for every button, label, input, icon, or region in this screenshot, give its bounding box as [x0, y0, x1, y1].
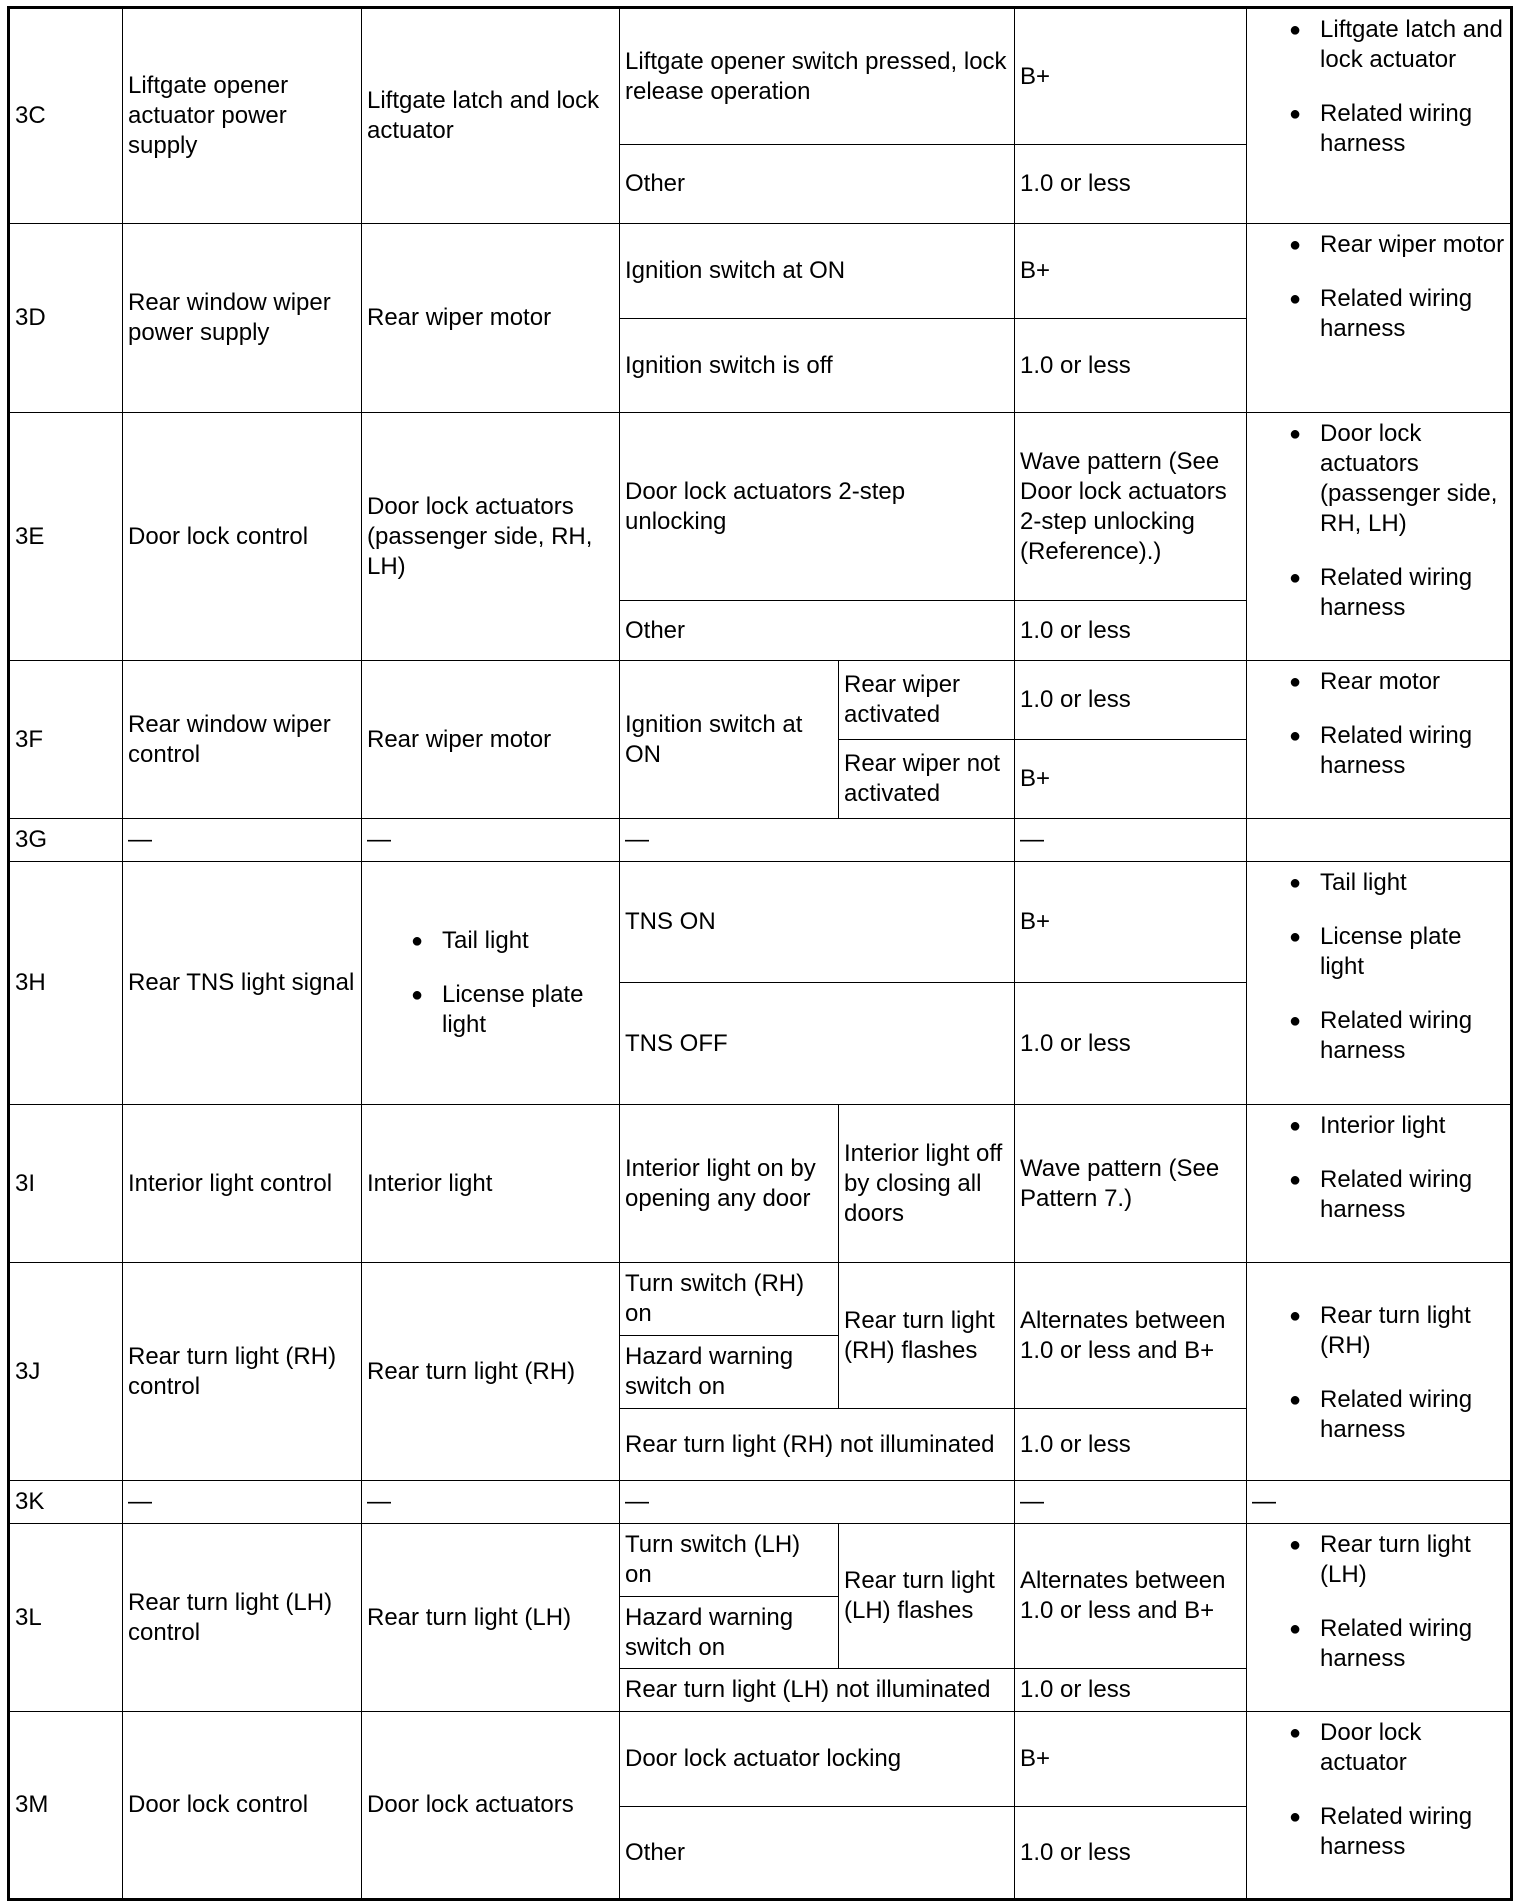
inspection-3h [1247, 862, 1512, 1105]
condition-3k: — [620, 1481, 1015, 1524]
signal-3i: Interior light control [123, 1105, 362, 1263]
voltage-3i: Wave pattern (See Pattern 7.) [1015, 1105, 1247, 1263]
signal-3h: Rear TNS light signal [123, 862, 362, 1105]
terminal-voltage-table [7, 6, 1513, 1901]
part-3l: Rear turn light (LH) [362, 1524, 620, 1712]
inspection-3l [1247, 1524, 1512, 1712]
inspection-3d [1247, 224, 1512, 413]
part-3f: Rear wiper motor [362, 661, 620, 819]
signal-3c: Liftgate opener actuator power supply [123, 8, 362, 224]
inspection-3m [1247, 1712, 1512, 1900]
part-3g: — [362, 819, 620, 862]
condition-3d-2: Ignition switch is off [620, 319, 1015, 413]
condition-3e-2: Other [620, 601, 1015, 661]
voltage-3c-1: B+ [1015, 8, 1247, 145]
inspection-item: ● Related wiring harness [1287, 563, 1505, 623]
part-3j: Rear turn light (RH) [362, 1263, 620, 1481]
voltage-3j-ab: Alternates between 1.0 or less and B+ [1015, 1263, 1247, 1409]
inspection-item: ● Interior light [1287, 1111, 1505, 1141]
voltage-3e-2: 1.0 or less [1015, 601, 1247, 661]
voltage-3e-1: Wave pattern (See Door lock actuators 2-step unlocking (Reference).) [1015, 413, 1247, 601]
terminal-3g: 3G [9, 819, 123, 862]
inspection-item: ● Liftgate latch and lock actuator [1287, 15, 1505, 75]
signal-3j: Rear turn light (RH) control [123, 1263, 362, 1481]
inspection-3f [1247, 661, 1512, 819]
inspection-3j [1247, 1263, 1512, 1481]
inspection-item: ● Rear motor [1287, 667, 1505, 697]
voltage-3h-2: 1.0 or less [1015, 983, 1247, 1105]
inspection-item: ● Door lock actuator [1287, 1718, 1505, 1778]
condition-3j-b: Hazard warning switch on [620, 1336, 839, 1409]
condition-3l-b: Hazard warning switch on [620, 1597, 839, 1669]
part-item: ● License plate light [409, 980, 614, 1040]
condition-3c-2: Other [620, 145, 1015, 224]
condition-3f-main: Ignition switch at ON [620, 661, 839, 819]
part-3e: Door lock actuators (passenger side, RH, LH) [362, 413, 620, 661]
condition-3d-1: Ignition switch at ON [620, 224, 1015, 319]
terminal-3d: 3D [9, 224, 123, 413]
terminal-3e: 3E [9, 413, 123, 661]
voltage-3d-2: 1.0 or less [1015, 319, 1247, 413]
voltage-3d-1: B+ [1015, 224, 1247, 319]
inspection-3e [1247, 413, 1512, 661]
condition-3m-2: Other [620, 1807, 1015, 1900]
condition-3i-1: Interior light on by opening any door [620, 1105, 839, 1263]
voltage-3j-c: 1.0 or less [1015, 1409, 1247, 1481]
condition-3f-1: Rear wiper activated [839, 661, 1015, 740]
inspection-item: ● Tail light [1287, 868, 1505, 898]
voltage-3l-c: 1.0 or less [1015, 1669, 1247, 1712]
condition-3l-c: Rear turn light (LH) not illuminated [620, 1669, 1015, 1712]
part-3k: — [362, 1481, 620, 1524]
terminal-3j: 3J [9, 1263, 123, 1481]
inspection-item: ● Related wiring harness [1287, 1614, 1505, 1674]
inspection-3g [1247, 819, 1512, 862]
inspection-3i [1247, 1105, 1512, 1263]
terminal-3m: 3M [9, 1712, 123, 1900]
terminal-3i: 3I [9, 1105, 123, 1263]
voltage-3l-ab: Alternates between 1.0 or less and B+ [1015, 1524, 1247, 1669]
condition-3j-c: Rear turn light (RH) not illuminated [620, 1409, 1015, 1481]
voltage-3m-1: B+ [1015, 1712, 1247, 1807]
voltage-3m-2: 1.0 or less [1015, 1807, 1247, 1900]
inspection-3c [1247, 8, 1512, 224]
condition-3g: — [620, 819, 1015, 862]
voltage-3c-2: 1.0 or less [1015, 145, 1247, 224]
condition-3j-a: Turn switch (RH) on [620, 1263, 839, 1336]
condition-3f-2: Rear wiper not activated [839, 740, 1015, 819]
inspection-item: ● Related wiring harness [1287, 1165, 1505, 1225]
inspection-item: ● Rear turn light (LH) [1287, 1530, 1505, 1590]
signal-3m: Door lock control [123, 1712, 362, 1900]
voltage-3f-2: B+ [1015, 740, 1247, 819]
voltage-3f-1: 1.0 or less [1015, 661, 1247, 740]
inspection-item: ● Related wiring harness [1287, 1802, 1505, 1862]
condition-3m-1: Door lock actuator locking [620, 1712, 1015, 1807]
inspection-item: ● Rear turn light (RH) [1287, 1301, 1505, 1361]
signal-3f: Rear window wiper control [123, 661, 362, 819]
inspection-item: ● License plate light [1287, 922, 1505, 982]
inspection-item: ● Door lock actuators (passenger side, RH, LH) [1287, 419, 1505, 539]
inspection-3k: — [1247, 1481, 1512, 1524]
terminal-3c: 3C [9, 8, 123, 224]
signal-3e: Door lock control [123, 413, 362, 661]
terminal-3f: 3F [9, 661, 123, 819]
condition-3h-1: TNS ON [620, 862, 1015, 983]
part-3h [362, 862, 620, 1105]
signal-3g: — [123, 819, 362, 862]
signal-3k: — [123, 1481, 362, 1524]
part-3c: Liftgate latch and lock actuator [362, 8, 620, 224]
inspection-item: ● Related wiring harness [1287, 1006, 1505, 1066]
inspection-item: ● Related wiring harness [1287, 1385, 1505, 1445]
inspection-item: ● Rear wiper motor [1287, 230, 1505, 260]
terminal-3l: 3L [9, 1524, 123, 1712]
part-item: ● Tail light [409, 926, 614, 956]
inspection-item: ● Related wiring harness [1287, 99, 1505, 159]
condition-3c-1: Liftgate opener switch pressed, lock release operation [620, 8, 1015, 145]
voltage-3h-1: B+ [1015, 862, 1247, 983]
part-3d: Rear wiper motor [362, 224, 620, 413]
condition-3i-2: Interior light off by closing all doors [839, 1105, 1015, 1263]
terminal-3k: 3K [9, 1481, 123, 1524]
inspection-item: ● Related wiring harness [1287, 721, 1505, 781]
condition-3h-2: TNS OFF [620, 983, 1015, 1105]
signal-3d: Rear window wiper power supply [123, 224, 362, 413]
voltage-3g: — [1015, 819, 1247, 862]
condition-3j-ab: Rear turn light (RH) flashes [839, 1263, 1015, 1409]
signal-3l: Rear turn light (LH) control [123, 1524, 362, 1712]
voltage-3k: — [1015, 1481, 1247, 1524]
condition-3l-ab: Rear turn light (LH) flashes [839, 1524, 1015, 1669]
inspection-item: ● Related wiring harness [1287, 284, 1505, 344]
part-3i: Interior light [362, 1105, 620, 1263]
terminal-3h: 3H [9, 862, 123, 1105]
condition-3l-a: Turn switch (LH) on [620, 1524, 839, 1597]
condition-3e-1: Door lock actuators 2-step unlocking [620, 413, 1015, 601]
part-3m: Door lock actuators [362, 1712, 620, 1900]
